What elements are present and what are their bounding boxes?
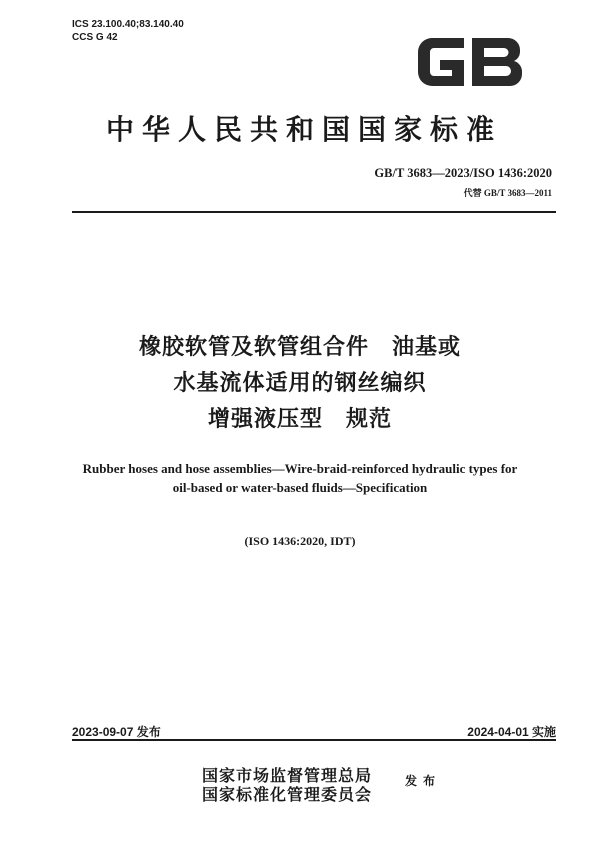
replaces-note: 代替 GB/T 3683—2011 [463, 188, 552, 198]
classification-codes [72, 18, 184, 44]
header-divider [72, 211, 556, 213]
ics-code: ICS 23.100.40;83.140.40 [72, 19, 184, 30]
title-cn-line-3: 增强液压型 规范 [207, 407, 392, 432]
issue-date: 2023-09-07 发布 [72, 725, 161, 739]
gb-logo-icon [414, 34, 526, 90]
national-standard-title: 中华人民共和国国家标准 [105, 113, 502, 146]
issuer-sac: 国家标准化管理委员会 [202, 785, 373, 804]
standard-number: GB/T 3683—2023/ISO 1436:2020 [374, 166, 552, 180]
footer-divider [72, 739, 556, 741]
title-cn-line-1: 橡胶软管及软管组合件 油基或 [138, 335, 461, 360]
publish-label: 发布 [405, 774, 442, 788]
ccs-code: CCS G 42 [72, 32, 118, 43]
issuer-samr: 国家市场监督管理总局 [202, 766, 373, 785]
implementation-date: 2024-04-01 实施 [467, 725, 556, 739]
title-en-line-2: oil-based or water-based fluids—Specification [172, 480, 428, 495]
iso-equivalence: (ISO 1436:2020, IDT) [244, 534, 356, 548]
title-cn-line-2: 水基流体适用的钢丝编织 [173, 371, 427, 396]
title-en-line-1: Rubber hoses and hose assemblies—Wire-braid-reinforced hydraulic types for [82, 461, 518, 476]
